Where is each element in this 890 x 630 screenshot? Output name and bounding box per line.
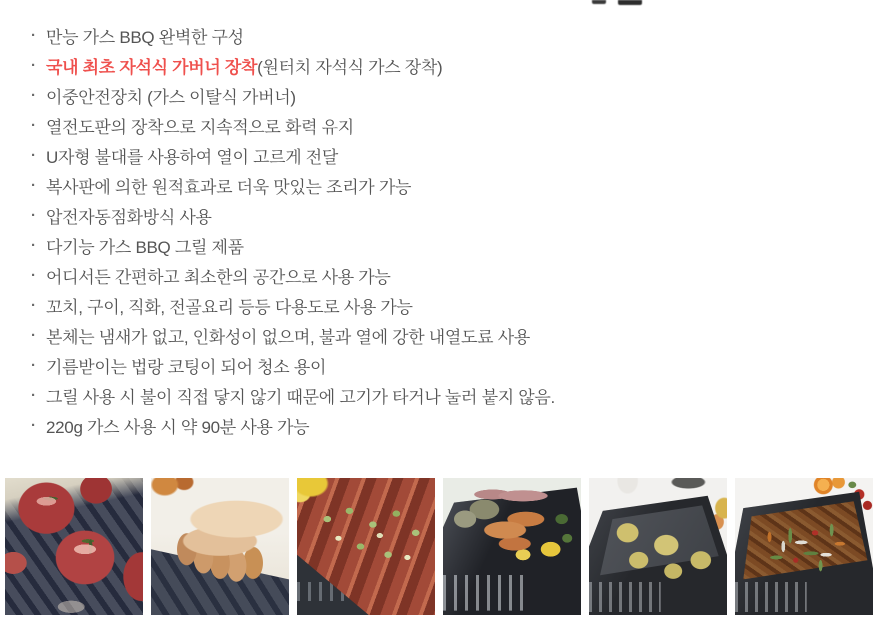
product-photo-gallery [5,478,873,615]
feature-text: 압전자동점화방식 사용 [46,207,212,227]
photo-art-layer [151,478,289,615]
feature-text: (원터치 자석식 가스 장착) [257,57,443,77]
photo-art-layer [589,478,727,615]
feature-item [31,380,555,410]
feature-text: 복사판에 의한 원적효과로 더욱 맛있는 조리가 가능 [46,177,412,197]
bullet-dot: · [31,236,36,254]
feature-item [31,350,555,380]
feature-item [31,170,555,200]
cropped-heading-fragment [0,0,890,8]
feature-item [31,290,555,320]
feature-item [31,410,555,440]
feature-text: 이중안전장치 (가스 이탈식 가버너) [46,87,296,107]
photo-art-layer [443,478,581,615]
photo-bulgogi-stir-fry-in-grill-pan [735,478,873,615]
feature-item [31,200,555,230]
photo-art-layer [5,478,143,615]
feature-item [31,320,555,350]
feature-text: 어디서든 간편하고 최소한의 공간으로 사용 가능 [46,267,391,287]
photo-korean-pancakes-in-grill-pan [589,478,727,615]
photo-art-layer [735,478,873,615]
bullet-dot: · [31,146,36,164]
bullet-dot: · [31,296,36,314]
cropped-glyph-fragment [592,0,606,4]
feature-list [31,20,555,440]
feature-text: 꼬치, 구이, 직화, 전골요리 등등 다용도로 사용 가능 [46,297,413,317]
photo-raw-beef-steaks-on-grill [5,478,143,615]
photo-art-layer [151,478,289,615]
feature-item [31,260,555,290]
bullet-dot: · [31,356,36,374]
feature-text: 220g 가스 사용 시 약 90분 사용 가능 [46,417,310,437]
feature-text: 기름받이는 법랑 코팅이 되어 청소 용이 [46,357,327,377]
bullet-dot: · [31,266,36,284]
photo-marinated-rib-meat-on-grill [297,478,435,615]
feature-item [31,140,555,170]
photo-art-layer [5,478,143,615]
feature-text: 그릴 사용 시 불이 직접 닿지 않기 때문에 고기가 타거나 눌러 붙지 않음. [46,387,555,407]
feature-text-highlight: 국내 최초 자석식 가버너 장착 [46,57,258,77]
feature-item [31,80,555,110]
bullet-dot: · [31,416,36,434]
bullet-dot: · [31,26,36,44]
photo-grilled-pork-belly-on-grill [151,478,289,615]
photo-art-layer [589,478,727,615]
bullet-dot: · [31,206,36,224]
feature-item [31,110,555,140]
bullet-dot: · [31,56,36,74]
bullet-dot: · [31,386,36,404]
feature-text: 다기능 가스 BBQ 그릴 제품 [46,237,244,257]
bullet-dot: · [31,326,36,344]
bullet-dot: · [31,176,36,194]
photo-art-layer [443,478,581,615]
feature-text: 본체는 냄새가 없고, 인화성이 없으며, 불과 열에 강한 내열도료 사용 [46,327,530,347]
feature-item [31,230,555,260]
photo-seafood-in-grill-pan [443,478,581,615]
feature-text: 열전도판의 장착으로 지속적으로 화력 유지 [46,117,354,137]
cropped-glyph-fragment [618,0,642,5]
photo-art-layer [297,478,435,615]
feature-text: U자형 불대를 사용하여 열이 고르게 전달 [46,147,339,167]
bullet-dot: · [31,86,36,104]
feature-text: 만능 가스 BBQ 완벽한 구성 [46,27,244,47]
bullet-dot: · [31,116,36,134]
feature-item [31,20,555,50]
photo-art-layer [735,478,873,615]
feature-item [31,50,555,80]
